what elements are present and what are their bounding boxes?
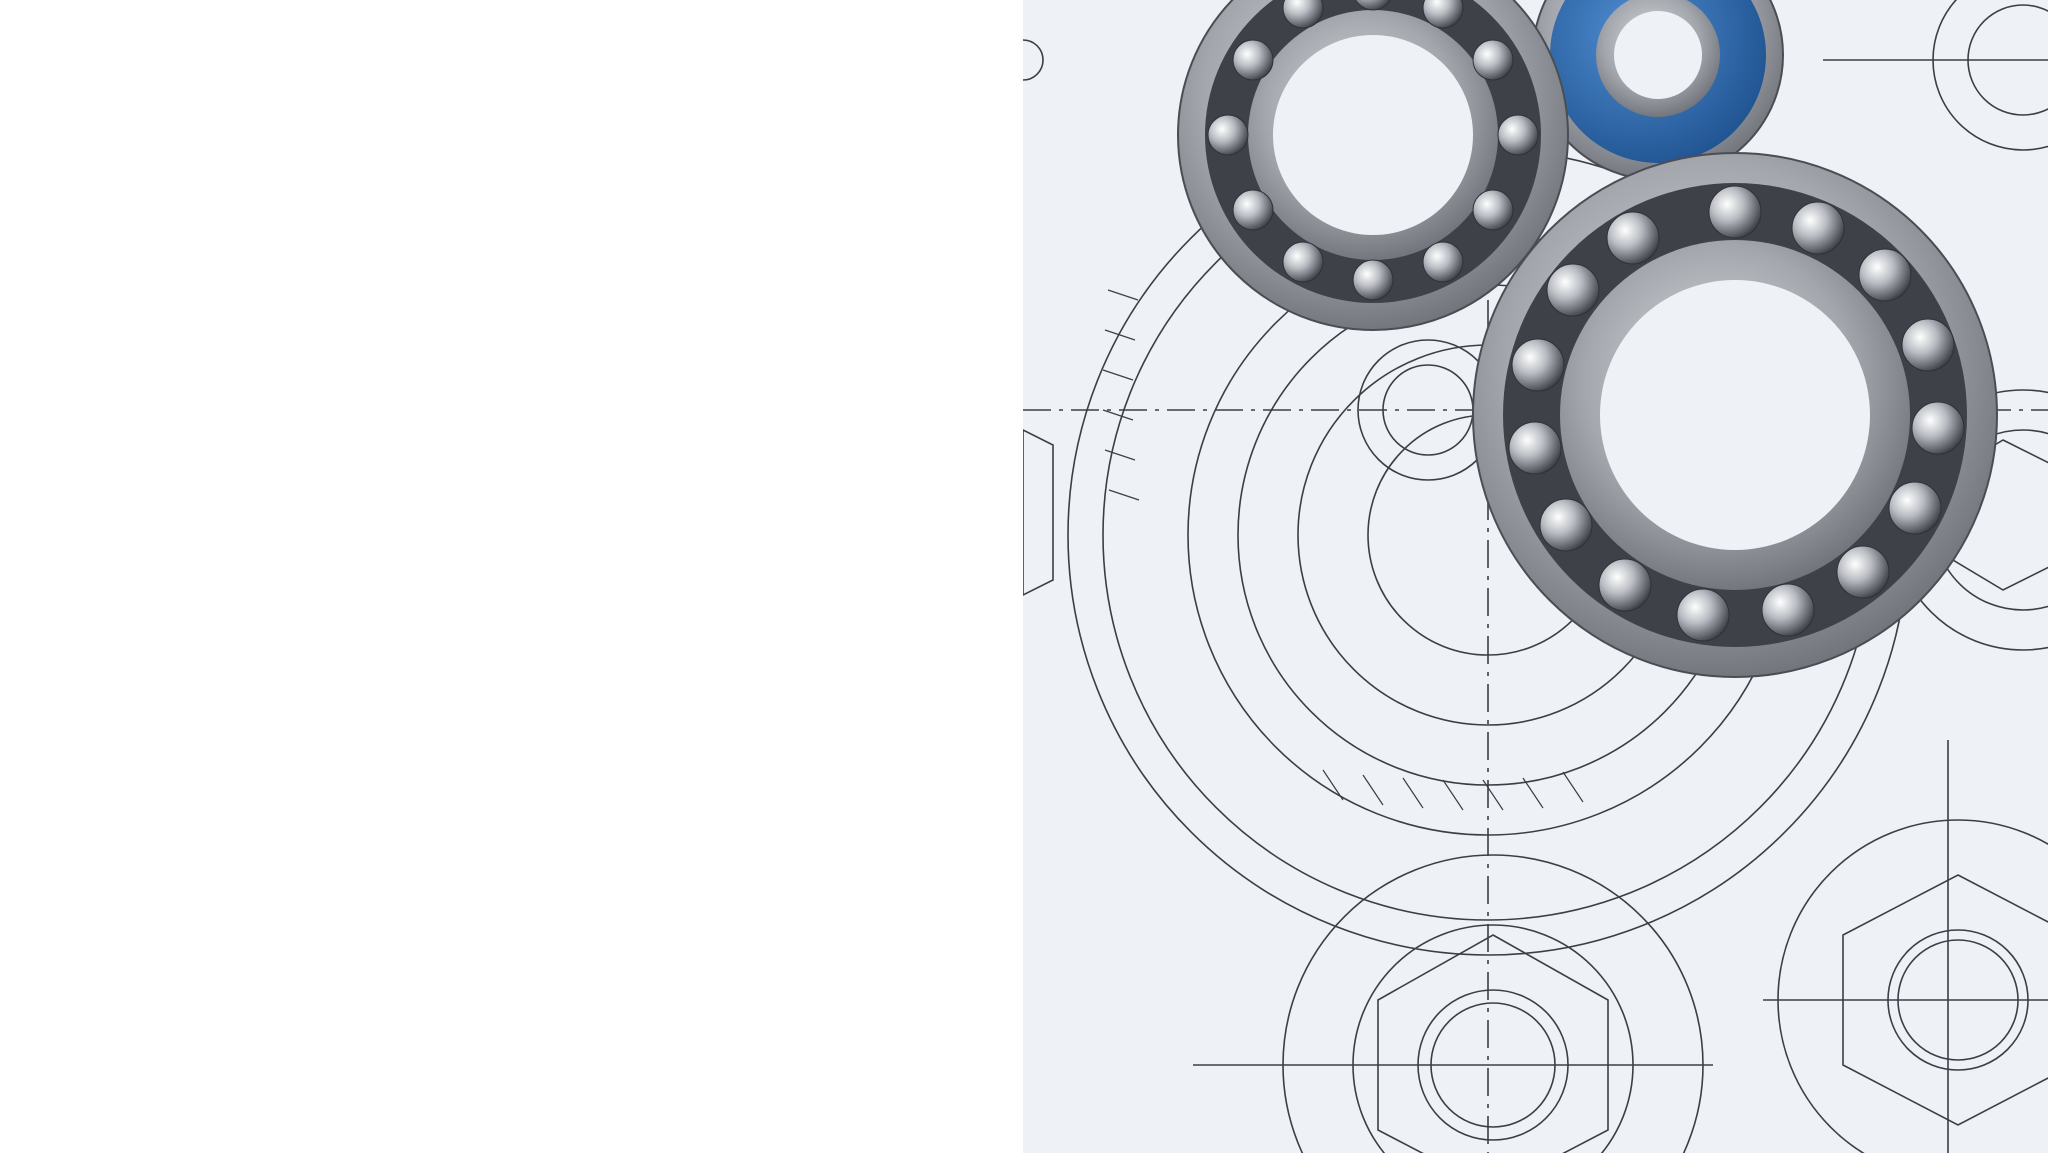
bearings-illustration bbox=[1023, 0, 2048, 1153]
bearings-photo bbox=[1023, 0, 2048, 1153]
large-bearing bbox=[1473, 153, 1997, 677]
text-panel bbox=[0, 0, 1023, 1153]
